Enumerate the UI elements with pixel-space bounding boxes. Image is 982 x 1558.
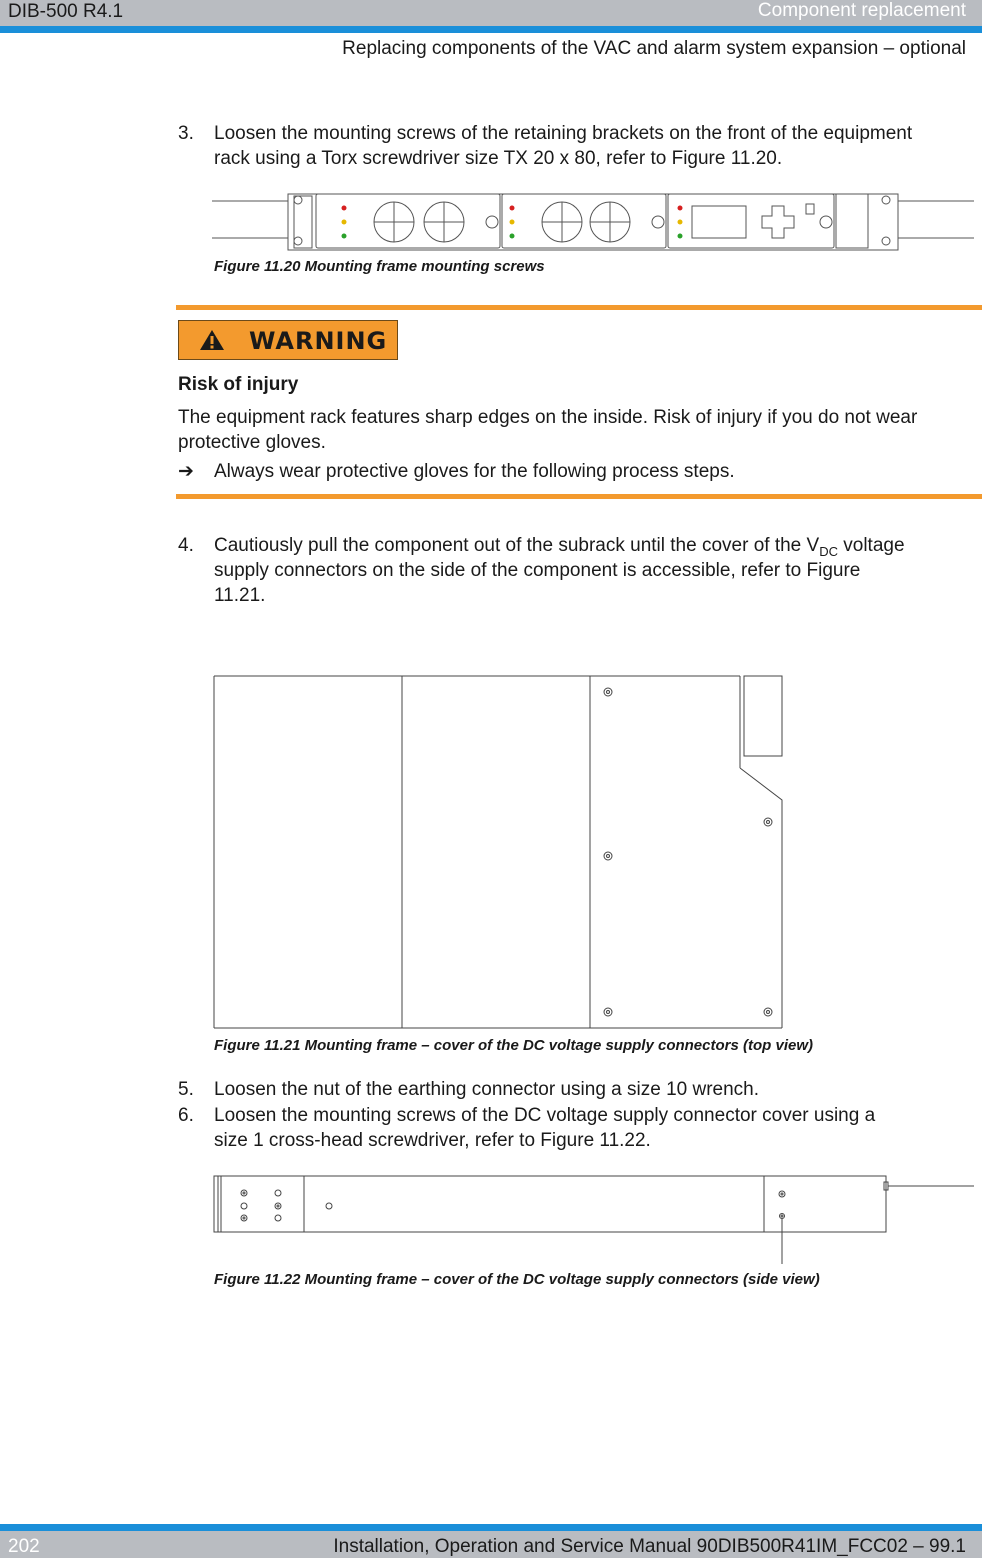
warning-title: Risk of injury	[178, 374, 299, 395]
step-text-part: Cautiously pull the component out of the subrack until the cover of the V	[214, 535, 820, 556]
step-5	[178, 1078, 982, 1102]
warning-body: The equipment rack features sharp edges on the inside. Risk of injury if you do not wear protective gloves.	[178, 407, 918, 453]
header-accent-line	[0, 26, 982, 33]
warning-triangle-icon	[199, 329, 225, 351]
step-text-line: size 1 cross-head screwdriver, refer to Figure 11.22.	[214, 1130, 651, 1151]
step-text-line: Loosen the mounting screws of the retaining brackets on the front of the equipment	[214, 123, 913, 144]
step-number: 6.	[178, 1105, 194, 1126]
chapter-title: Component replacement	[757, 0, 966, 21]
figure-caption: Figure 11.20 Mounting frame mounting screws	[214, 258, 545, 275]
step-number: 5.	[178, 1079, 194, 1100]
figure-11-20-front-view	[212, 190, 982, 254]
step-text-line: 11.21.	[214, 585, 266, 606]
warning-bottom-rule	[176, 494, 982, 499]
warning-top-rule	[176, 305, 982, 310]
subscript-dc: DC	[819, 543, 838, 559]
figure-11-21-top-view	[212, 672, 786, 1032]
step-3	[178, 122, 982, 172]
figure-caption: Figure 11.22 Mounting frame – cover of the DC voltage supply connectors (side view)	[214, 1271, 820, 1288]
figure-11-22-side-view	[212, 1172, 978, 1266]
figure-caption: Figure 11.21 Mounting frame – cover of the DC voltage supply connectors (top view)	[214, 1037, 813, 1054]
step-text-line: rack using a Torx screwdriver size TX 20 x 80, refer to Figure 11.20.	[214, 148, 783, 169]
section-title: Replacing components of the VAC and alarm system expansion – optional	[342, 38, 966, 59]
page-number: 202	[8, 1536, 40, 1557]
step-number: 3.	[178, 123, 194, 144]
footer-accent-line	[0, 1524, 982, 1531]
step-text-line: Loosen the mounting screws of the DC voltage supply connector cover using a	[214, 1105, 876, 1126]
step-6	[178, 1104, 982, 1154]
step-text-line: supply connectors on the side of the component is accessible, refer to Figure	[214, 560, 861, 581]
step-4	[178, 534, 982, 609]
step-text-part: voltage	[837, 535, 905, 556]
warning-badge	[178, 320, 398, 360]
warning-label: WARNING	[249, 327, 388, 355]
doc-id: DIB-500 R4.1	[8, 1, 124, 22]
step-text-line: Loosen the nut of the earthing connector using a size 10 wrench.	[214, 1079, 760, 1100]
arrow-right-icon: ➔	[178, 461, 194, 482]
warning-action: Always wear protective gloves for the following process steps.	[214, 461, 735, 482]
step-number: 4.	[178, 535, 194, 556]
manual-title: Installation, Operation and Service Manual 90DIB500R41IM_FCC02 – 99.1	[333, 1536, 966, 1557]
